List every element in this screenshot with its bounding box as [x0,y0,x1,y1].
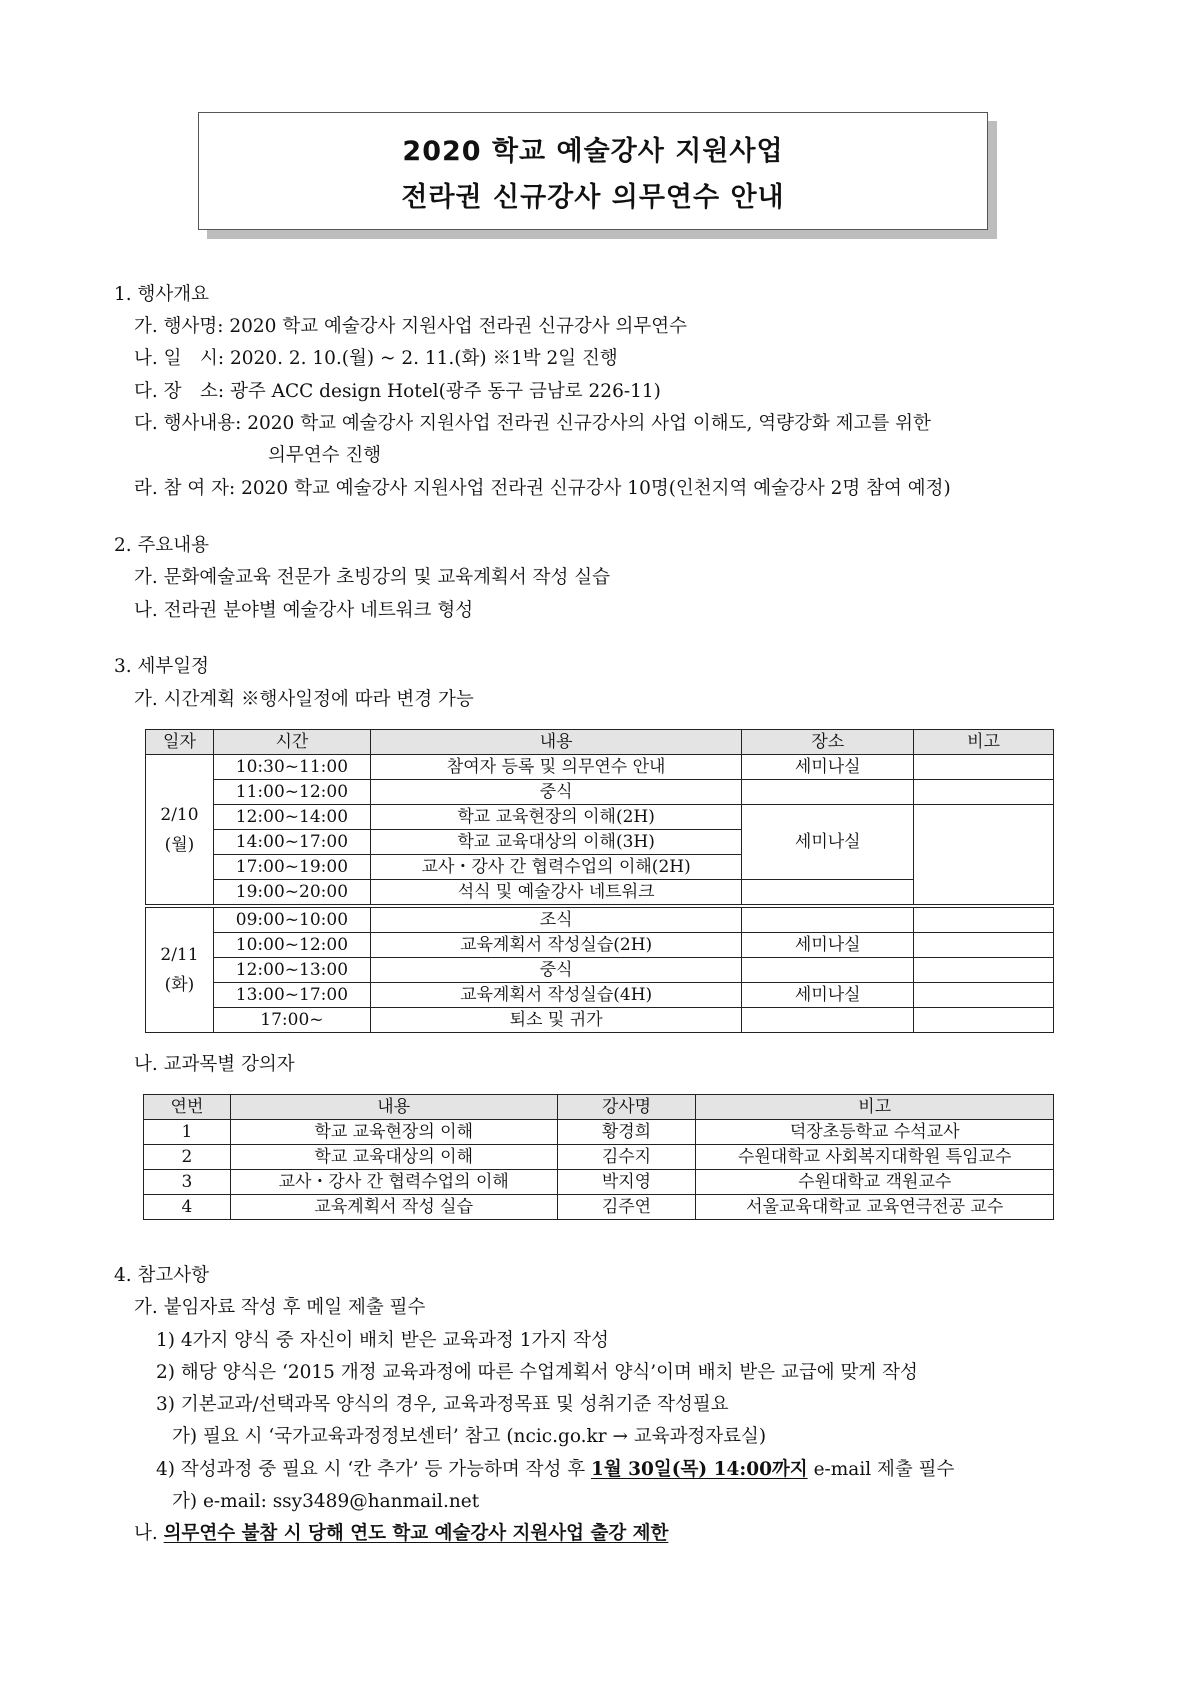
table-row [146,933,1054,958]
place-cell [742,906,914,933]
event-venue: 다. 장 소: 광주 ACC design Hotel(광주 동구 금남로 226-11) [134,381,661,402]
time-cell: 14:00~17:00 [213,830,370,855]
place-cell: 세미나실 [742,755,914,780]
note-cell [914,958,1054,983]
lecturers-header-row [144,1095,1054,1120]
contact-email: 가) e-mail: ssy3489@hanmail.net [172,1491,480,1512]
day-weekday: (월) [164,834,195,855]
name-cell: 김수지 [557,1145,696,1170]
note-cell: 서울교육대학교 교육연극전공 교수 [696,1195,1054,1220]
place-cell [742,780,914,805]
table-row [144,1195,1054,1220]
column-header: 내용 [370,730,742,755]
day-weekday: (화) [164,975,195,995]
table-row [144,1120,1054,1145]
attendance-warning: 의무연수 불참 시 당해 연도 학교 예술강사 지원사업 출강 제한 [163,1523,669,1544]
note-cell [914,933,1054,958]
notes-b-prefix: 나. [134,1523,164,1544]
note-cell [914,780,1054,805]
day-cell [146,755,214,907]
content-cell: 학교 교육대상의 이해(3H) [370,830,742,855]
content-cell: 참여자 등록 및 의무연수 안내 [370,755,742,780]
content-cell: 중식 [370,780,742,805]
notes-item1: 1) 4가지 양식 중 자신이 배치 받은 교육과정 1가지 작성 [156,1330,609,1351]
event-content-cont: 의무연수 진행 [268,445,382,466]
content-cell: 학교 교육대상의 이해 [230,1145,557,1170]
note-cell [914,983,1054,1008]
event-participants: 라. 참 여 자: 2020 학교 예술강사 지원사업 전라권 신규강사 10명(인천지역 예술강사 2명 참여 예정) [134,478,951,499]
event-content: 다. 행사내용: 2020 학교 예술강사 지원사업 전라권 신규강사의 사업 이해도, 역량강화 제고를 위한 [134,413,931,434]
column-header: 장소 [742,730,914,755]
content-cell: 중식 [370,958,742,983]
time-cell: 12:00~13:00 [213,958,370,983]
notes-item2: 2) 해당 양식은 ‘2015 개정 교육과정에 따른 수업계획서 양식’이며 배치 받은 교급에 맞게 작성 [156,1362,918,1383]
content-cell: 교사・강사 간 협력수업의 이해(2H) [370,855,742,880]
lecturers-table [143,1094,1054,1220]
table-row [146,906,1054,933]
section2-heading: 2. 주요내용 [114,535,210,556]
place-cell [742,1008,914,1033]
content-cell: 교육계획서 작성실습(4H) [370,983,742,1008]
schedule-caption: 가. 시간계획 ※행사일정에 따라 변경 가능 [134,689,474,710]
section3-heading: 3. 세부일정 [114,656,210,677]
schedule-header-row [146,730,1054,755]
day-date: 2/11 [160,945,199,965]
notes-item3a: 가) 필요 시 ‘국가교육과정정보센터’ 참고 (ncic.go.kr → 교육과정자료실) [172,1426,767,1447]
lecturers-caption: 나. 교과목별 강의자 [134,1054,295,1075]
no-cell: 4 [144,1195,231,1220]
table-row [146,780,1054,805]
notes-b [134,1523,668,1545]
time-cell: 17:00~ [213,1008,370,1033]
notes-item4-text: 4) 작성과정 중 필요 시 ‘칸 추가’ 등 가능하며 작성 후 [156,1459,591,1480]
column-header: 비고 [914,730,1054,755]
table-row [146,983,1054,1008]
time-cell: 13:00~17:00 [213,983,370,1008]
schedule-table [145,729,1054,1033]
notes-a: 가. 붙임자료 작성 후 메일 제출 필수 [134,1297,426,1318]
event-name: 가. 행사명: 2020 학교 예술강사 지원사업 전라권 신규강사 의무연수 [134,316,688,337]
submission-deadline: 1월 30일(목) 14:00까지 [591,1459,808,1480]
table-row [144,1145,1054,1170]
place-cell [742,880,914,907]
name-cell: 박지영 [557,1170,696,1195]
name-cell: 김주연 [557,1195,696,1220]
column-header: 내용 [230,1095,557,1120]
content-cell: 석식 및 예술강사 네트워크 [370,880,742,907]
content-cell: 조식 [370,906,742,933]
document-title-line2: 전라권 신규강사 의무연수 안내 [401,182,785,213]
section1-heading: 1. 행사개요 [114,284,210,305]
content-cell: 퇴소 및 귀가 [370,1008,742,1033]
time-cell: 17:00~19:00 [213,855,370,880]
section4-heading: 4. 참고사항 [114,1265,210,1286]
place-cell: 세미나실 [742,933,914,958]
column-header: 강사명 [557,1095,696,1120]
note-cell: 수원대학교 사회복지대학원 특임교수 [696,1145,1054,1170]
content-cell: 교육계획서 작성 실습 [230,1195,557,1220]
place-cell: 세미나실 [742,983,914,1008]
document-title-line1: 2020 학교 예술강사 지원사업 [402,136,784,167]
content-cell: 교사・강사 간 협력수업의 이해 [230,1170,557,1195]
main-content-a: 가. 문화예술교육 전문가 초빙강의 및 교육계획서 작성 실습 [134,567,610,588]
column-header: 일자 [146,730,214,755]
content-cell: 학교 교육현장의 이해(2H) [370,805,742,830]
no-cell: 2 [144,1145,231,1170]
notes-item4 [156,1459,954,1481]
note-cell [914,1008,1054,1033]
content-cell: 교육계획서 작성실습(2H) [370,933,742,958]
column-header: 시간 [213,730,370,755]
column-header: 비고 [696,1095,1054,1120]
table-row [146,1008,1054,1033]
notes-item4-tail: e-mail 제출 필수 [807,1459,955,1480]
day-cell [146,906,214,1033]
place-cell [742,958,914,983]
content-cell: 학교 교육현장의 이해 [230,1120,557,1145]
time-cell: 19:00~20:00 [213,880,370,907]
table-row [146,755,1054,780]
day-date: 2/10 [160,804,199,825]
no-cell: 3 [144,1170,231,1195]
notes-item3: 3) 기본교과/선택과목 양식의 경우, 교육과정목표 및 성취기준 작성필요 [156,1394,729,1415]
time-cell: 11:00~12:00 [213,780,370,805]
table-row [144,1170,1054,1195]
main-content-b: 나. 전라권 분야별 예술강사 네트워크 형성 [134,600,474,621]
name-cell: 황경희 [557,1120,696,1145]
table-row [146,958,1054,983]
place-cell: 세미나실 [742,805,914,880]
note-cell: 수원대학교 객원교수 [696,1170,1054,1195]
note-cell [914,755,1054,780]
event-date: 나. 일 시: 2020. 2. 10.(월) ~ 2. 11.(화) ※1박 2일 진행 [134,348,618,369]
time-cell: 12:00~14:00 [213,805,370,830]
note-cell [914,805,1054,907]
no-cell: 1 [144,1120,231,1145]
note-cell [914,906,1054,933]
time-cell: 10:30~11:00 [213,755,370,780]
note-cell: 덕장초등학교 수석교사 [696,1120,1054,1145]
time-cell: 10:00~12:00 [213,933,370,958]
column-header: 연번 [144,1095,231,1120]
table-row [146,805,1054,830]
time-cell: 09:00~10:00 [213,906,370,933]
title-box [198,112,988,230]
